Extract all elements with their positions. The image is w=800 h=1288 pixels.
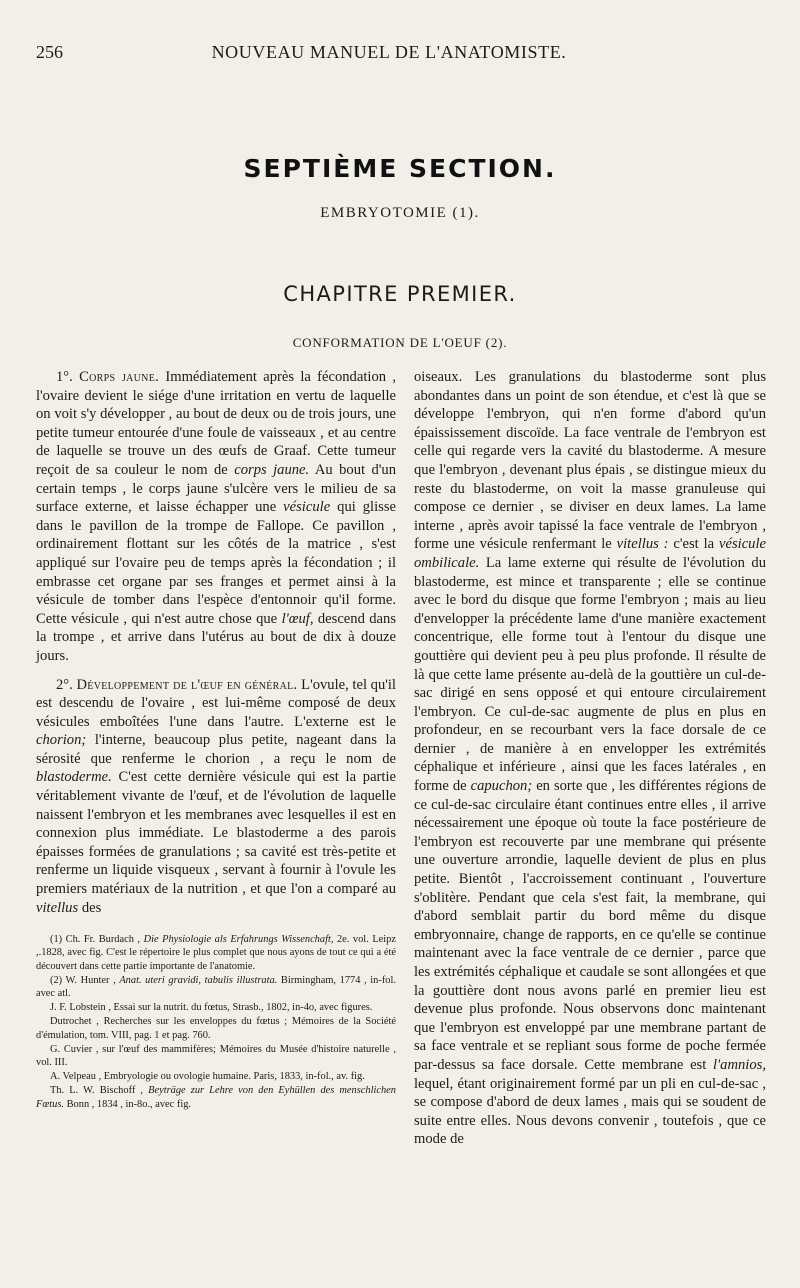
running-title: NOUVEAU MANUEL DE L'ANATOMISTE. bbox=[211, 42, 567, 62]
footnote-author: Th. L. W. Bischoff , bbox=[50, 1085, 144, 1097]
italic-term: capuchon; bbox=[470, 778, 533, 795]
footnote: J. F. Lobstein , Essai sur la nutrit. du fœtus, Strasb., 1802, in-4o, avec figures. bbox=[50, 1002, 373, 1014]
footnote: A. Velpeau , Embryologie ou ovologie humaine. Paris, 1833, in-fol., av. fig. bbox=[50, 1071, 365, 1083]
section-title: SEPTIÈME SECTION. bbox=[243, 154, 557, 183]
paragraph-text: Immédiatement après la fécondation , l'ovaire devient le siége d'une irritation en vertu de laquelle on voit s'y développer , au bout de deux ou de trois jours, une petite tumeur entourée d'une foule de vaisseaux , et au centre de laquelle se trouve un des œufs de Graaf. Cette tumeur reçoit de sa couleur le nom de bbox=[36, 369, 396, 478]
footnote-author: (2) W. Hunter , bbox=[50, 974, 116, 986]
italic-term: l'amnios, bbox=[713, 1056, 766, 1073]
chapter-subtitle: CONFORMATION DE L'OEUF (2). bbox=[292, 335, 508, 350]
left-column bbox=[36, 368, 396, 1111]
section-subtitle: EMBRYOTOMIE (1). bbox=[320, 205, 480, 221]
paragraph-text: en sorte que , les différentes régions de ce cul-de-sac circulaire étant continues entre elles , il arrive nécessairement une époque où toute la face postérieure de l'embryon est recouverte par une membrane qui présente une ouverture arrondie, laquelle devient de plus en plus petite. Bientôt , l'accroissement continuant , l'ouverture s'oblitère. Pendant que cela s'est fait, la membrane, qui d'abord semblait partir du bord même du disque embryonnaire, change de rapports, en ce qu'elle se continue maintenant avec la face ventrale de ce dernier , parce que les extrémités céphalique et caudale se sont allongées et que la gouttière dont nous avons parlé en premier lieu est devenue plus profonde. Nous observons donc maintenant que l'embryon est enveloppé par une membrane partant de sa face ventrale et se repliant sous forme de poche fermée par-dessus sa face dorsale. Cette membrane est bbox=[414, 778, 766, 1073]
footnote-work-title: Die Physiologie als Erfahrungs Wissenchaft, bbox=[143, 934, 334, 946]
footnote-work-title: Beyträge zur Lehre von den Eyhüllen des menschlichen Fœtus. bbox=[36, 1085, 396, 1110]
italic-term: corps jaune. bbox=[234, 461, 310, 478]
footnote: Dutrochet , Recherches sur les enveloppes du fœtus ; Mémoires de la Société d'émulation, tom. VIII, pag. 1 et pag. 760. bbox=[36, 1016, 396, 1041]
footnote-text: Bonn , 1834 , in-8o., avec fig. bbox=[66, 1098, 192, 1110]
italic-term: vitellus bbox=[36, 899, 79, 916]
paragraph-text: Au bout d'un certain temps , le corps jaune s'ulcère vers le milieu de sa surface externe, et laisse échapper une bbox=[36, 461, 397, 516]
paragraph-number: 1°. bbox=[56, 369, 73, 385]
paragraph-number: 2°. bbox=[56, 676, 73, 693]
italic-term: l'œuf, bbox=[281, 610, 314, 627]
italic-term: blastoderme. bbox=[36, 769, 112, 786]
footnote bbox=[36, 1084, 396, 1110]
footnote bbox=[36, 974, 396, 1000]
paragraph-text: C'est cette dernière vésicule qui est la partie véritablement vivante de l'œuf, et de l'évolution de laquelle naissent l'embryon et les membranes avec lesquelles il est en connexion plus immédiate. Le blastoderme a des parois épaisses formées de granulations ; sa cavité est très-petite et renferme un liquide visqueux , servant à fournir à l'ovule les premiers matériaux de la nutrition , et que l'on a comparé au bbox=[36, 769, 396, 898]
italic-term: chorion; bbox=[36, 732, 87, 749]
page-number: 256 bbox=[36, 42, 63, 62]
paragraph-text: oiseaux. Les granulations du blastoderme sont plus abondantes dans un point de son étendue, et c'est là que se développe l'embryon, qui n'en forme d'abord qu'un épaississement discoïde. La face ventrale de l'embryon est celle qui regarde vers la cavité du blastoderme. A mesure que l'embryon , devenant plus épais , se distingue mieux du reste du blastoderme, on voit la masse granuleuse qui compose ce dernier , se diviser en deux lames. La lame interne , après avoir tapissé la face ventrale de l'embryon , forme une vésicule renfermant le bbox=[414, 369, 766, 553]
paragraph-text: c'est la bbox=[673, 536, 715, 553]
italic-term: vésicule ombilicale. bbox=[414, 536, 767, 571]
footnote-text: 2e. vol. Leipz ,.1828, avec fig. C'est le répertoire le plus complet que nous ayons de tout ce qui a été découvert dans cette partie importante de l'anatomie. bbox=[36, 934, 396, 972]
paragraph-text: des bbox=[81, 899, 102, 916]
paragraph-text: L'ovule, tel qu'il est descendu de l'ovaire , est lui-même composé de deux vésicules emboîtées l'une dans l'autre. L'externe est le bbox=[36, 676, 396, 730]
paragraph-text: descend dans la trompe , et arrive dans l'utérus au bout de dix à douze jours. bbox=[36, 610, 397, 664]
chapter-title: CHAPITRE PREMIER. bbox=[283, 282, 517, 306]
running-header bbox=[36, 42, 742, 64]
paragraph-heading: Développement de l'œuf en général. bbox=[76, 676, 298, 693]
paragraph-heading: Corps jaune. bbox=[79, 369, 160, 385]
footnote-text: Birmingham, 1774 , in-fol. avec atl. bbox=[36, 974, 396, 1000]
paragraph-text: La lame externe qui résulte de l'évolution du blastoderme, est mince et transparente ; elle se continue avec le bord du disque que forme l'embryon ; mais au lieu d'envelopper la précédente lame d'une manière exactement concentrique, elle forme tout à l'entour du disque une gouttière qui devient peu à peu plus profonde. Il résulte de là que cette lame présente au-delà de la gouttière un cul-de-sac dirigé en sens opposé et qui entoure circulairement l'embryon. Ce cul-de-sac augmente de plus en plus en profondeur, en se recourbant vers la face dorsale de ce dernier , de manière à en envelopper les extrémités céphalique et inférieure , ainsi que les faces latérales , en forme de bbox=[414, 554, 766, 795]
paragraph-text: qui glisse dans le pavillon de la trompe de Fallope. Ce pavillon , ordinairement flottant sur les côtés de la matrice , s'est appliqué sur l'ovaire peu de temps après la fécondation ; il embrasse cet organe par ses franges et permet ainsi à la vésicule de tomber dans l'espèce d'entonnoir qu'il forme. Cette vésicule , qui n'est autre chose que bbox=[36, 499, 396, 627]
footnote bbox=[36, 933, 396, 973]
paragraph-text: lequel, étant originairement formé par un pli en cul-de-sac , se compose d'abord de deux lames , mais qui se soudent de suite entre elles. Nous devons convenir , toutefois , que ce mode de bbox=[414, 1075, 766, 1148]
paragraph-text: l'interne, beaucoup plus petite, nageant dans la sérosité que renferme le chorion , a reçu le nom de bbox=[36, 732, 396, 767]
footnote-work-title: Anat. uteri gravidi, tabulis illustrata. bbox=[119, 974, 278, 986]
paragraph-continuation bbox=[414, 368, 766, 1149]
footnote-author: (1) Ch. Fr. Burdach , bbox=[50, 934, 141, 946]
right-column bbox=[414, 368, 766, 1149]
footnotes bbox=[36, 933, 396, 1111]
paragraph-developpement bbox=[36, 676, 396, 918]
italic-term: vitellus : bbox=[616, 536, 669, 553]
italic-term: vésicule bbox=[283, 499, 331, 516]
paragraph-corps-jaune bbox=[36, 368, 396, 666]
footnote: G. Cuvier , sur l'œuf des mammifères; Mémoires du Musée d'histoire naturelle , vol. III. bbox=[36, 1043, 396, 1069]
